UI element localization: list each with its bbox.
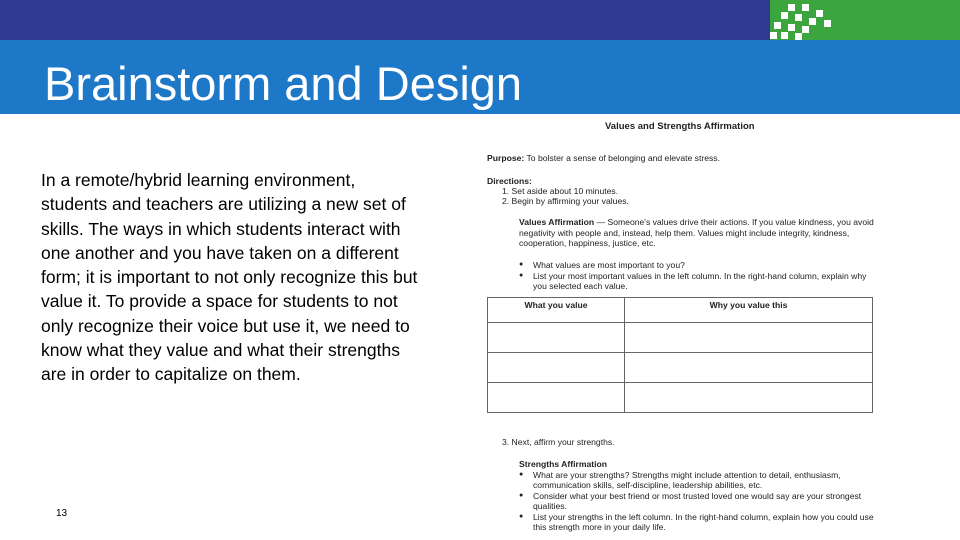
slide-title: Brainstorm and Design [44,57,523,110]
values-table [487,297,873,413]
strengths-affirmation-heading: Strengths Affirmation [519,459,608,469]
table-row [488,323,873,353]
worksheet-title: Values and Strengths Affirmation [605,121,755,132]
slide-body-text: In a remote/hybrid learning environment, students and teachers are utilizing a new set of skills. The ways in which students interact with one another and you have taken on a different form; it is important to not only recognize this but value it. To provide a space for students to not only recognize their voice but use it, we need to know what they value and what their strengths are in order to capitalize on them. [41,170,418,385]
table-cell [488,353,625,383]
table-header-what: What you value [488,298,625,323]
direction-item: 1. Set aside about 10 minutes. [502,186,619,196]
table-cell [488,323,625,353]
direction-item: 2. Begin by affirming your values. [502,196,629,206]
table-cell [625,383,873,413]
value-bullet: ● What values are most important to you? [519,260,879,270]
values-affirmation-paragraph: Values Affirmation — Someone's values drive their actions. If you value kindness, you avoid negativity with people and, instead, help them. Values might include integrity, kindness, cooperation, happiness, justice, etc. [519,217,874,248]
table-row [488,353,873,383]
strength-bullet: ● What are your strengths? Strengths might include attention to detail, enthusiasm, communication skills, self-discipline, leadership abilities, etc. [519,470,879,490]
worksheet-image [487,118,887,532]
logo-pixel-pattern [770,0,960,40]
value-bullet: ● List your most important values in the left column. In the right-hand column, explain why you selected each value. [519,271,879,291]
table-cell [625,353,873,383]
directions-heading: Directions: [487,176,532,186]
table-header-why: Why you value this [625,298,873,323]
table-cell [488,383,625,413]
strength-bullet: ● List your strengths in the left column. In the right-hand column, explain how you could use this strength more in your daily life. [519,512,879,532]
worksheet-purpose: Purpose: To bolster a sense of belonging and elevate stress. [487,153,720,163]
strength-bullet: ● Consider what your best friend or most trusted loved one would say are your strongest qualities. [519,491,879,511]
table-cell [625,323,873,353]
page-number: 13 [56,508,68,519]
table-row [488,383,873,413]
direction-item: 3. Next, affirm your strengths. [502,437,615,447]
